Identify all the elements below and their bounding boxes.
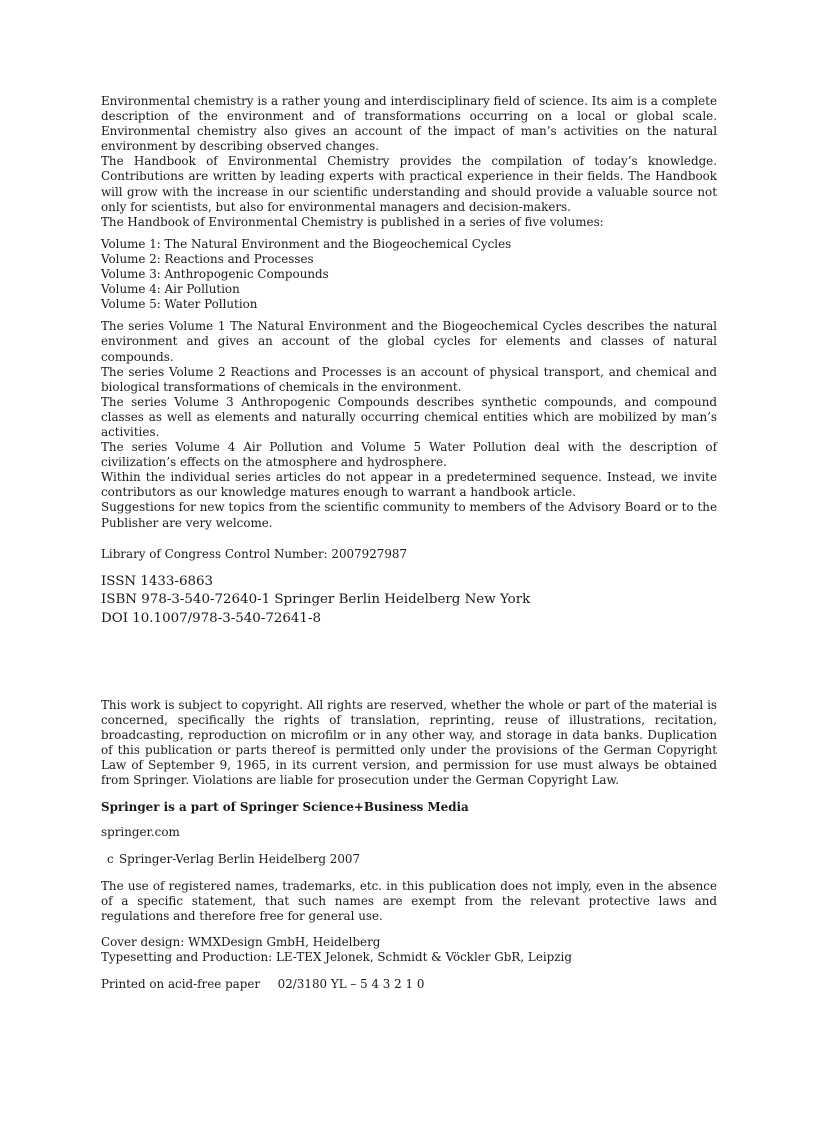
identifiers-block	[101, 573, 530, 628]
series-paragraph-2: The series Volume 2 Reactions and Processes is an account of physical transport, and chemical and biological transformations of chemicals in the environment.	[101, 364, 717, 394]
intro-paragraph-1: Environmental chemistry is a rather young and interdisciplinary field of science. Its aim is a complete description of the environment and of transformations occurring on a local or global scale. Environmental chemistry also gives an account of the impact of man’s activities on the natural environment by describing observed changes.	[101, 94, 717, 154]
trademark-notice	[101, 879, 717, 924]
volume-item-2: Volume 2: Reactions and Processes	[101, 251, 314, 266]
issn-line: ISSN 1433-6863	[101, 574, 214, 589]
copyright-notice	[101, 698, 717, 789]
intro-paragraph-3: The Handbook of Environmental Chemistry is published in a series of five volumes:	[101, 214, 604, 229]
copyright-symbol: c	[107, 852, 114, 866]
copyright-holder-line	[101, 852, 360, 867]
website-line: springer.com	[101, 825, 180, 839]
doi-line: DOI 10.1007/978-3-540-72641-8	[101, 610, 321, 626]
isbn-line: ISBN 978-3-540-72640-1 Springer Berlin Heidelberg New York	[101, 592, 531, 608]
printed-line	[101, 977, 424, 992]
copyright-paragraph: This work is subject to copyright. All rights are reserved, whether the whole or part of the material is concerned, specifically the rights of translation, reprinting, reuse of illustrations, recitation, broadcasting, reproduction on microfilm or in any other way, and storage in data banks. Duplication of this publication or parts thereof is permitted only under the provisions of the German Copyright Law of September 9, 1965, in its current version, and permission for use must always be obtained from Springer. Violations are liable for prosecution under the German Copyright Law.	[101, 698, 717, 788]
intro-paragraph-2: The Handbook of Environmental Chemistry provides the compilation of today’s knowledge. Contributions are written by leading experts with practical experience in their fields. The Handbook will grow with the increase in our scientific understanding and should provide a valuable source not only for scientists, but also for environmental managers and decision-makers.	[101, 154, 717, 214]
series-paragraph-6: Suggestions for new topics from the scientific community to members of the Advisory Board or to the Publisher are very welcome.	[101, 500, 717, 530]
volume-item-1: Volume 1: The Natural Environment and the Biogeochemical Cycles	[101, 236, 512, 251]
cover-design-line: Cover design: WMXDesign GmbH, Heidelberg	[101, 935, 381, 949]
series-paragraph-4: The series Volume 4 Air Pollution and Volume 5 Water Pollution deal with the description of civilization’s effects on the atmosphere and hydrosphere.	[101, 440, 717, 470]
copyright-holder: Springer-Verlag Berlin Heidelberg 2007	[119, 852, 361, 866]
series-paragraph-5: Within the individual series articles do not appear in a predetermined sequence. Instead, we invite contributors as our knowledge matures enough to warrant a handbook article.	[101, 470, 717, 500]
trademark-paragraph: The use of registered names, trademarks, etc. in this publication does not imply, even in the absence of a specific statement, that such names are exempt from the relevant protective laws and regulations and therefore free for general use.	[101, 879, 717, 924]
volume-item-5: Volume 5: Water Pollution	[101, 297, 258, 312]
series-paragraph-3: The series Volume 3 Anthropogenic Compounds describes synthetic compounds, and compound classes as well as elements and naturally occurring chemical entities which are mobilized by man’s activities.	[101, 394, 717, 439]
volume-item-3: Volume 3: Anthropogenic Compounds	[101, 267, 329, 282]
lccn-line: Library of Congress Control Number: 2007927987	[101, 547, 408, 561]
series-paragraph-1: The series Volume 1 The Natural Environment and the Biogeochemical Cycles describes the natural environment and gives an account of the global cycles for elements and classes of natural compounds.	[101, 319, 717, 364]
printed-text: Printed on acid-free paper	[101, 977, 261, 991]
volume-item-4: Volume 4: Air Pollution	[101, 282, 240, 297]
springer-part-line: Springer is a part of Springer Science+Business Media	[101, 800, 469, 814]
intro-section	[101, 94, 717, 531]
print-code: 02/3180 YL – 5 4 3 2 1 0	[277, 977, 425, 991]
typesetting-line: Typesetting and Production: LE-TEX Jelonek, Schmidt & Vöckler GbR, Leipzig	[101, 950, 572, 964]
